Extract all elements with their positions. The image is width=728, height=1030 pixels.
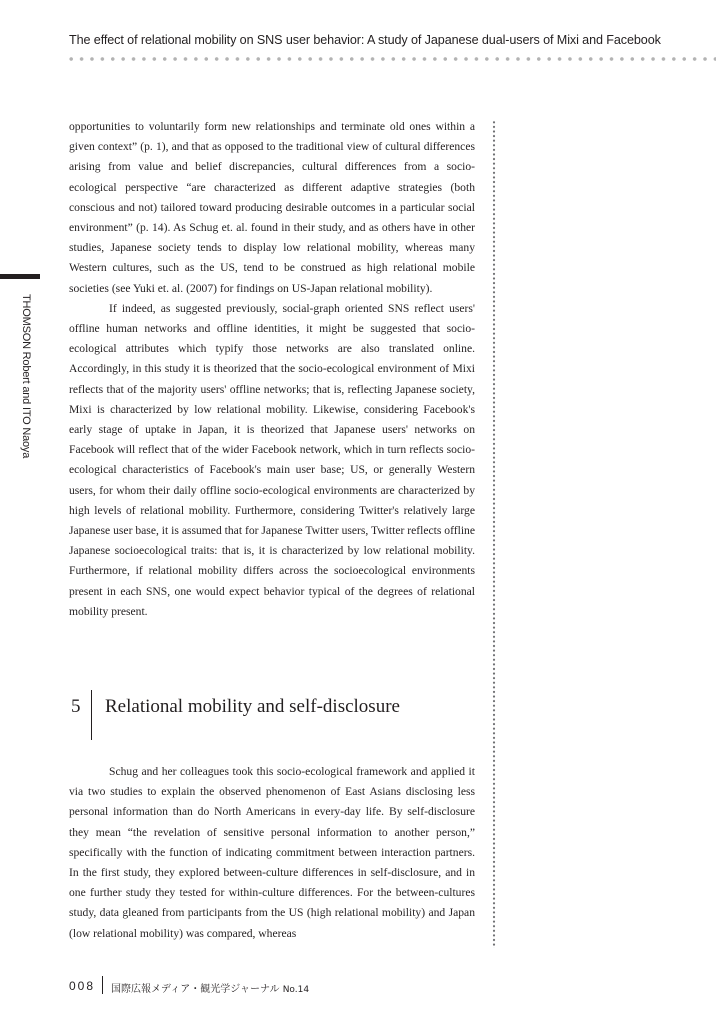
paragraph: Schug and her colleagues took this socio-ecological framework and applied it via two studies to explain the observed phenomenon of East Asians disclosing less personal information than do North Americans in every-day life. By self-disclosure they mean “the revelation of sensitive personal information to another person,” specifically with the function of indicating commitment between interaction partners. In the first study, they explored between-culture differences in self-disclosure, and in one further study they tested for within-culture differences. For the between-cultures study, data gleaned from participants from the US (high relational mobility) and Japan (low relational mobility) was compared, whereas bbox=[69, 765, 475, 940]
body-text-top bbox=[69, 117, 475, 622]
section-title: Relational mobility and self-disclosure bbox=[105, 696, 400, 717]
section-heading bbox=[69, 690, 489, 740]
paragraph: opportunities to voluntarily form new relationships and terminate old ones within a given context” (p. 1), and that as opposed to the traditional view of cultural differences arising from value and belief discrepancies, cultural differences from a socio-ecological perspective “are characterized as different adaptive strategies (both conscious and not) tailored toward producing desirable outcomes in a particular social environment” (p. 14). As Schug et. al. found in their study, and as others have in other studies, Japanese society tends to display low relational mobility, whereas many Western cultures, such as the US, tend to be construed as high relational mobile societies (see Yuki et. al. (2007) for findings on US-Japan relational mobility). bbox=[69, 120, 475, 295]
right-dotted-rule bbox=[492, 120, 496, 948]
section-divider bbox=[91, 690, 92, 740]
body-text-bottom bbox=[69, 762, 475, 944]
running-title: The effect of relational mobility on SNS user behavior: A study of Japanese dual-users of Mixi and Facebook bbox=[69, 33, 661, 47]
side-author-names: THOMSON Robert and ITO Naoya bbox=[20, 294, 32, 459]
paragraph: If indeed, as suggested previously, social-graph oriented SNS reflect users' offline human networks and offline identities, it might be suggested that socio-ecological attributes which typify those networks are also translated online. Accordingly, in this study it is theorized that the socio-ecological environment of Mixi reflects that of the majority users' offline networks; that is, reflecting Japanese society, Mixi is characterized by low relational mobility. Likewise, considering Facebook's early stage of uptake in Japan, it is theorized that Japanese users' networks on Facebook will reflect that of the wider Facebook network, which in turn reflects socio-ecological characteristics of Facebook's main user base; US, or generally Western users, for whom their daily offline socio-ecological environments are characterized by high levels of relational mobility. Furthermore, considering Twitter's relatively large Japanese user base, it is assumed that for Japanese Twitter users, Twitter reflects offline Japanese socioecological traits: that is, it is characterized by low relational mobility. Furthermore, if relational mobility differs across the socioecological environments present in each SNS, one would expect behavior typical of the degrees of relational mobility present. bbox=[69, 301, 475, 618]
journal-title: 国際広報メディア・観光学ジャーナル bbox=[111, 984, 280, 995]
footer-divider bbox=[102, 976, 103, 994]
header-dotted-rule bbox=[66, 56, 716, 62]
page-number: 008 bbox=[69, 979, 96, 993]
journal-issue: No.14 bbox=[282, 985, 310, 995]
side-tab-bar bbox=[0, 274, 40, 279]
section-number: 5 bbox=[71, 696, 81, 717]
journal-name bbox=[111, 980, 309, 995]
